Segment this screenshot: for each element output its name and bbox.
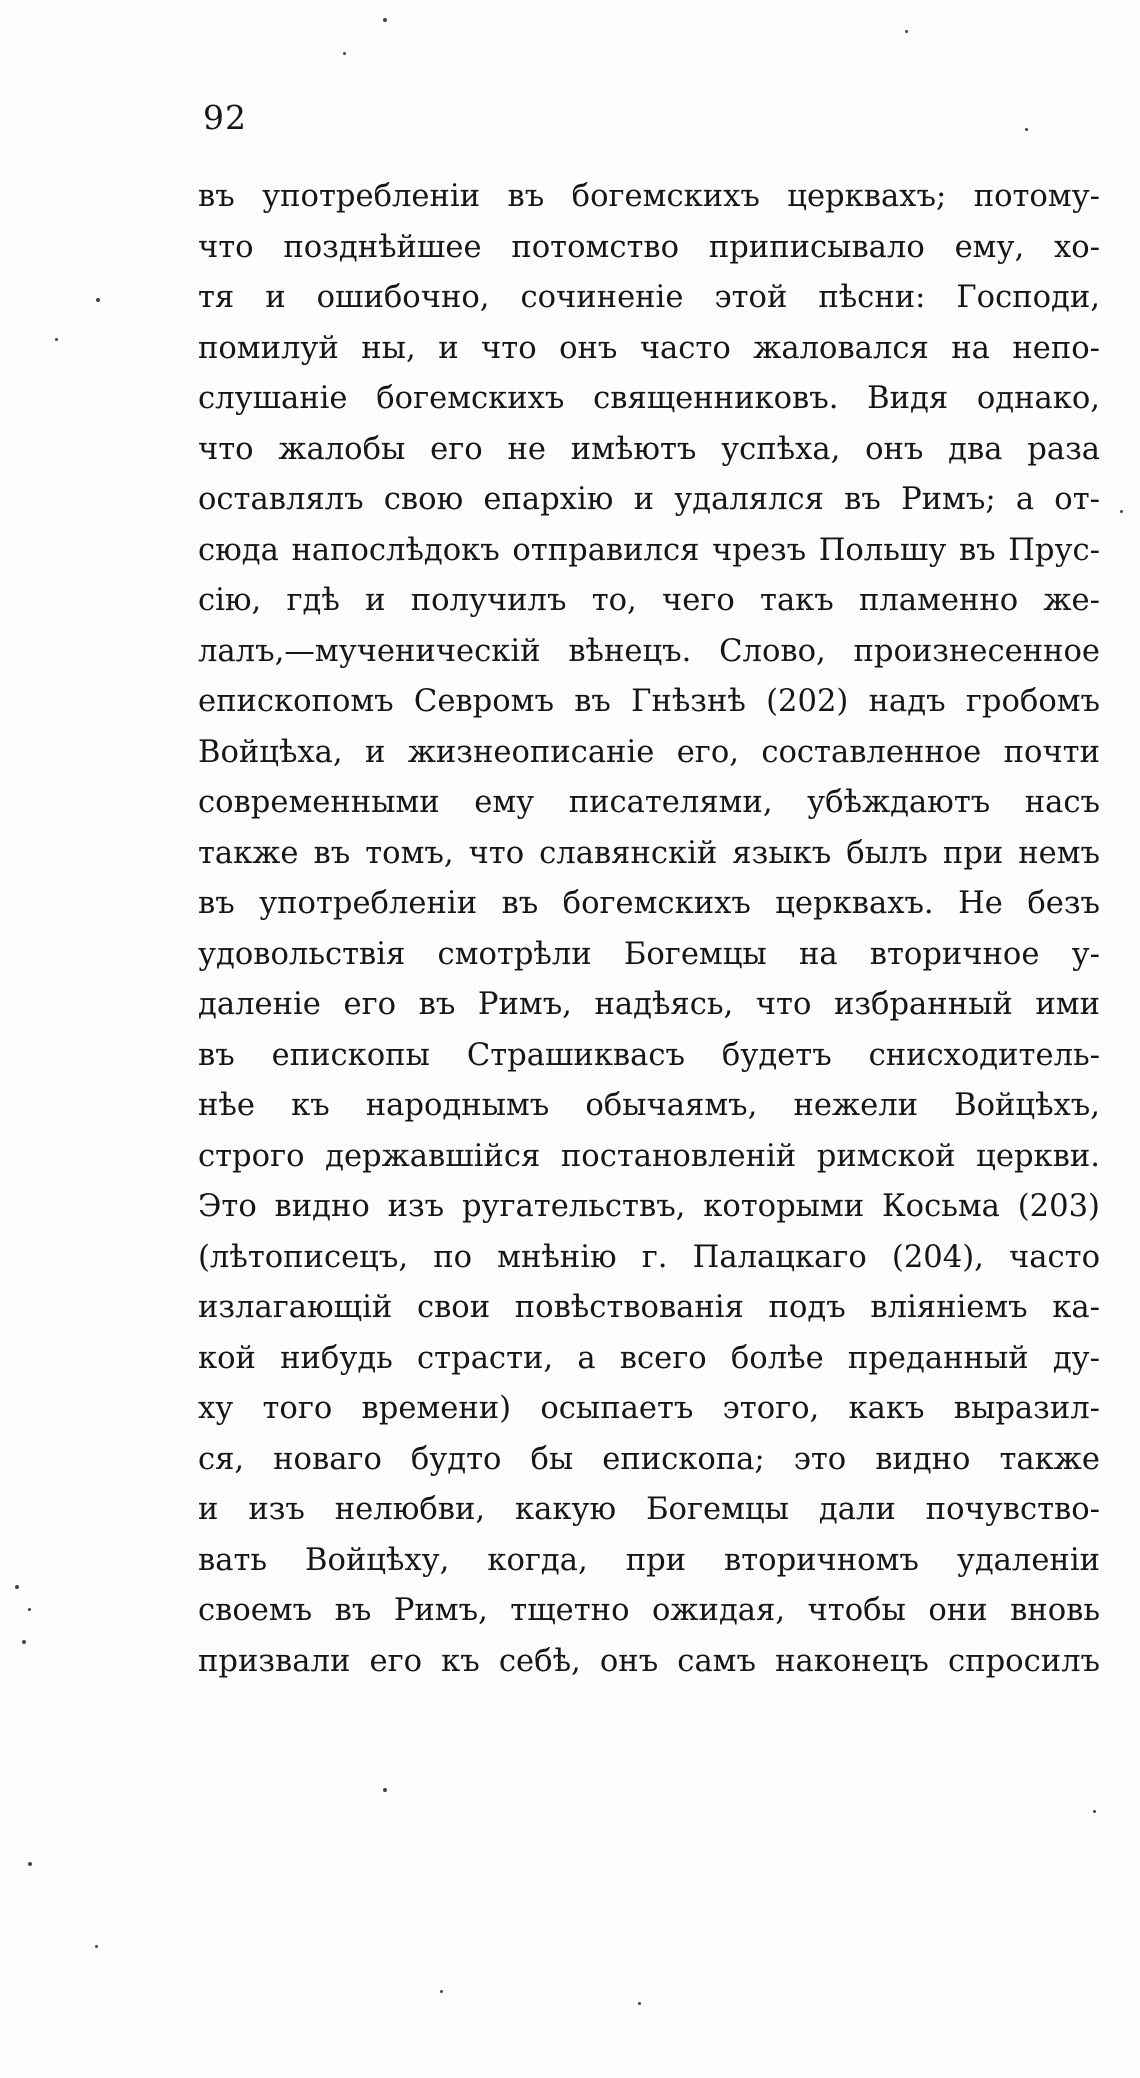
text-line: удовольствія смотрѣли Богемцы на вторичное у- — [198, 936, 1100, 972]
text-line: сію, гдѣ и получилъ то, чего такъ пламенно же- — [198, 583, 1100, 618]
text-line: кой нибудь страсти, а всего болѣе преданный ду- — [198, 1340, 1100, 1376]
text-line: призвали его къ себѣ, онъ самъ наконецъ спросилъ — [198, 1643, 1100, 1679]
text-line: слушаніе богемскихъ священниковъ. Видя однако, — [198, 381, 1100, 416]
scan-speck — [905, 30, 908, 33]
text-line: и изъ нелюбви, какую Богемцы дали почувство- — [198, 1492, 1100, 1527]
page-text — [198, 172, 1100, 1687]
text-line: даленіе его въ Римъ, надѣясь, что избранный ими — [198, 987, 1100, 1022]
scan-speck — [1025, 128, 1028, 131]
text-line: въ употребленіи въ богемскихъ церквахъ; потому- — [198, 179, 1100, 214]
scan-speck — [95, 1945, 98, 1948]
scan-speck — [15, 1585, 19, 1589]
text-line: вать Войцѣху, когда, при вторичномъ удаленіи — [198, 1542, 1100, 1578]
text-line: въ епископы Страшиквасъ будетъ снисходитель- — [198, 1037, 1100, 1073]
text-line: въ употребленіи въ богемскихъ церквахъ. Не безъ — [198, 886, 1100, 921]
text-line: сюда напослѣдокъ отправился чрезъ Польшу въ Прус- — [198, 532, 1100, 568]
text-line: что позднѣйшее потомство приписывало ему, хо- — [198, 229, 1100, 265]
scan-speck — [55, 338, 58, 341]
text-line: строго державшійся постановленій римской церкви. — [198, 1138, 1100, 1174]
text-line: оставлялъ свою епархію и удалялся въ Римъ; а от- — [198, 482, 1100, 517]
text-line: своемъ въ Римъ, тщетно ожидая, чтобы они вновь — [198, 1593, 1100, 1628]
text-line: современными ему писателями, убѣждаютъ насъ — [198, 785, 1100, 820]
scan-speck — [28, 1608, 31, 1611]
scan-speck — [440, 1990, 443, 1993]
text-line: ху того времени) осыпаетъ этого, какъ выразил- — [198, 1391, 1100, 1426]
text-line: епископомъ Севромъ въ Гнѣзнѣ (202) надъ гробомъ — [198, 684, 1100, 719]
text-line: ся, новаго будто бы епископа; это видно также — [198, 1441, 1100, 1477]
scan-speck — [638, 2002, 641, 2005]
scan-speck — [343, 52, 346, 55]
text-line: что жалобы его не имѣютъ успѣха, онъ два раза — [198, 431, 1100, 467]
text-line: излагающій свои повѣствованія подъ вліяніемъ ка- — [198, 1290, 1100, 1325]
text-line: Это видно изъ ругательствъ, которыми Косьма (203) — [198, 1189, 1100, 1224]
scan-speck — [1093, 1810, 1096, 1813]
text-line: также въ томъ, что славянскій языкъ былъ при немъ — [198, 835, 1100, 871]
scan-speck — [1120, 510, 1123, 513]
scan-speck — [22, 1640, 26, 1644]
scan-speck — [383, 1788, 387, 1792]
page-number: 92 — [203, 98, 247, 137]
text-line: лалъ,—мученическій вѣнецъ. Слово, произнесенное — [198, 633, 1100, 669]
text-line: Войцѣха, и жизнеописаніе его, составленное почти — [198, 734, 1100, 770]
text-line: (лѣтописецъ, по мнѣнію г. Палацкаго (204), часто — [198, 1239, 1100, 1275]
text-line: тя и ошибочно, сочиненіе этой пѣсни: Господи, — [198, 280, 1100, 315]
scan-speck — [28, 1862, 32, 1866]
text-line: нѣе къ народнымъ обычаямъ, нежели Войцѣхъ, — [198, 1088, 1100, 1123]
scan-speck — [383, 18, 387, 22]
scan-speck — [96, 298, 100, 302]
text-line: помилуй ны, и что онъ часто жаловался на непо- — [198, 330, 1100, 366]
